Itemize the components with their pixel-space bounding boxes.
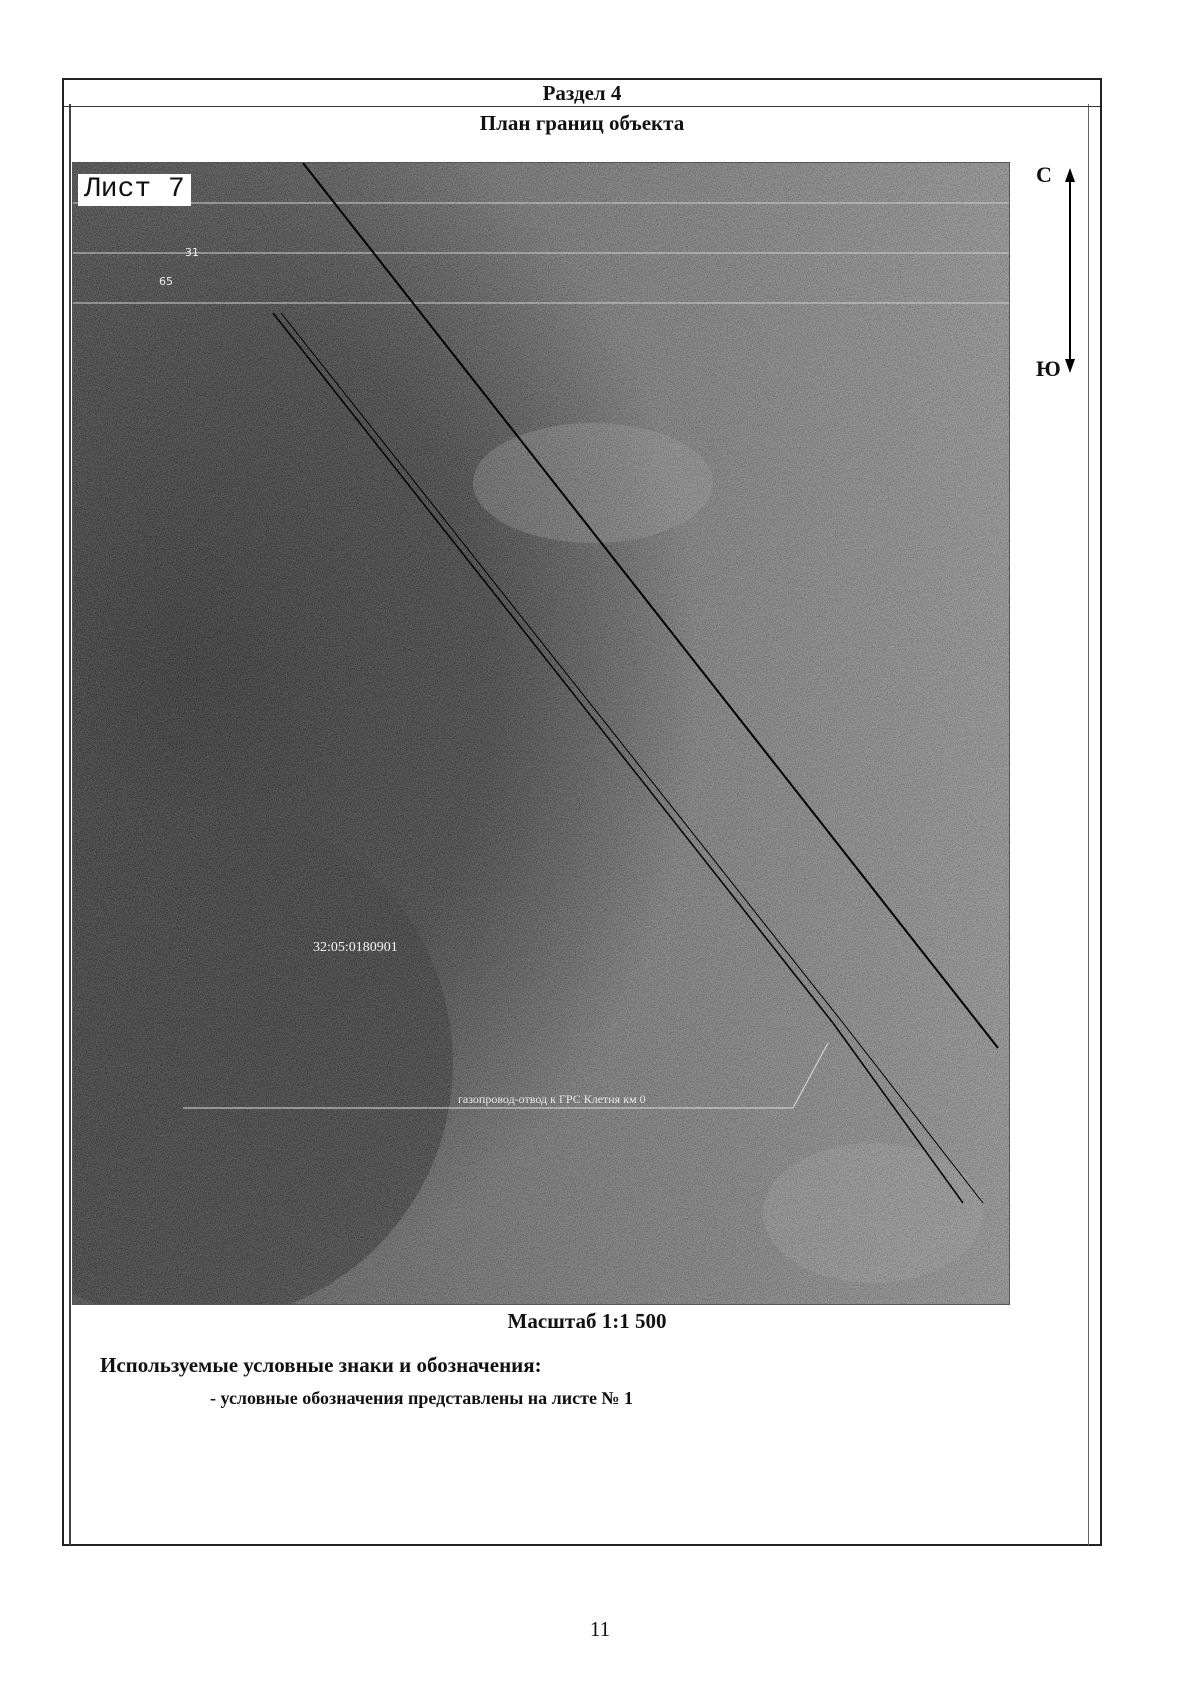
sheet-label: Лист 7	[78, 174, 191, 206]
page-number: 11	[589, 1617, 611, 1641]
north-arrow-icon	[1060, 168, 1080, 373]
point-label: 65	[159, 275, 173, 288]
parcel-number-label: 32:05:0180901	[313, 940, 398, 955]
section-title: Раздел 4	[64, 80, 1100, 107]
pipeline-caption: газопровод-отвод к ГРС Клетня км 0	[458, 1092, 646, 1106]
frame-inner-line-left	[69, 104, 71, 1545]
point-label: 31	[185, 246, 199, 259]
compass-north-label: С	[1036, 162, 1052, 187]
map-image	[72, 162, 1010, 1305]
plan-title: План границ объекта	[479, 111, 685, 135]
aerial-photo	[73, 163, 1010, 1305]
compass-south-label: Ю	[1036, 356, 1061, 381]
legend-title: Используемые условные знаки и обозначения:	[100, 1353, 542, 1377]
scale-label: Масштаб 1:1 500	[507, 1309, 667, 1333]
legend-item: - условные обозначения представлены на листе № 1	[210, 1388, 634, 1408]
